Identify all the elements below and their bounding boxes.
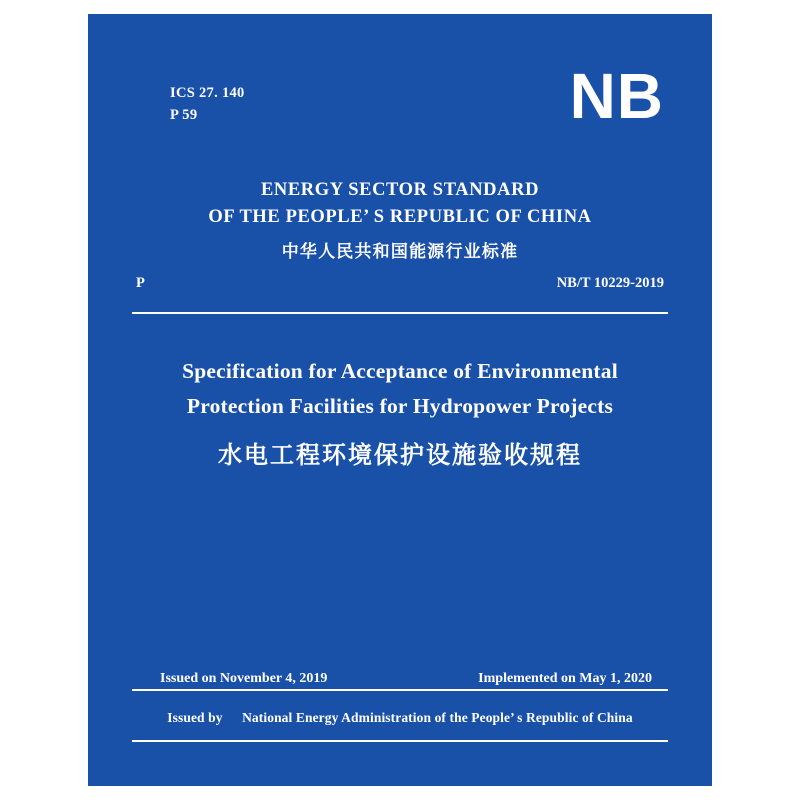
ics-code: ICS 27. 140 xyxy=(170,85,245,101)
title-en-line2: Protection Facilities for Hydropower Projects xyxy=(186,394,614,419)
divider-bottom xyxy=(132,689,668,691)
implemented-date: Implemented on May 1, 2020 xyxy=(478,671,652,686)
org-name-cn: 中华人民共和国能源行业标准 xyxy=(281,241,519,261)
org-name-en-line2: OF THE PEOPLE’ S REPUBLIC OF CHINA xyxy=(208,206,592,227)
category-letter: P xyxy=(136,275,145,291)
dates-row xyxy=(160,671,652,687)
standard-number: NB/T 10229-2019 xyxy=(556,275,664,291)
standard-cover xyxy=(88,14,712,786)
issuer-row xyxy=(88,710,712,726)
divider-bottom-2 xyxy=(132,740,668,742)
issuing-organization xyxy=(88,177,712,262)
classification-code: P 59 xyxy=(170,107,198,124)
ics-block xyxy=(170,82,245,127)
standard-code-row xyxy=(136,275,664,292)
issued-by-organization: National Energy Administration of the People’ s Republic of China xyxy=(242,710,633,725)
org-name-en-line1: ENERGY SECTOR STANDARD xyxy=(260,180,540,200)
title-cn: 水电工程环境保护设施验收规程 xyxy=(218,442,582,469)
title-en-line1: Specification for Acceptance of Environmental xyxy=(182,359,618,383)
issued-date: Issued on November 4, 2019 xyxy=(160,671,328,686)
nb-logo: NB xyxy=(569,60,664,132)
issued-by-label: Issued by xyxy=(167,710,223,725)
divider-top xyxy=(132,312,668,314)
document-title xyxy=(148,354,652,470)
